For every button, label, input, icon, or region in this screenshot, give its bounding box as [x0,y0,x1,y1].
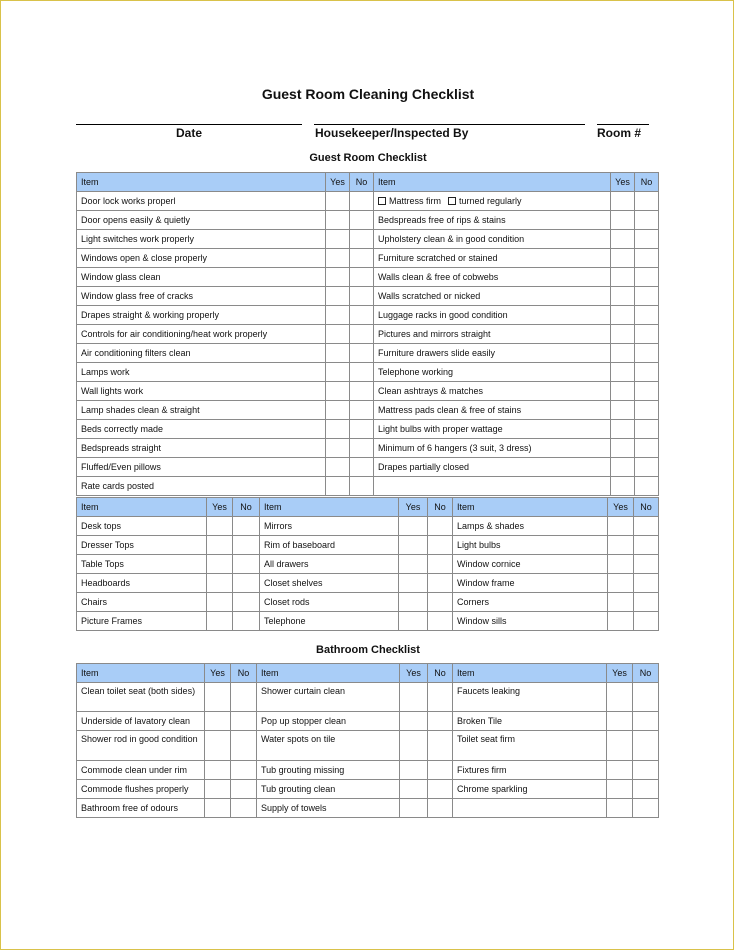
header-yes: Yes [399,498,428,517]
header-no: No [233,498,260,517]
item-label: Controls for air conditioning/heat work properly [77,325,326,344]
yes-cell[interactable] [607,683,633,712]
yes-cell[interactable] [608,593,634,612]
item-label: Furniture scratched or stained [374,249,611,268]
no-cell[interactable] [635,325,659,344]
item-label: Window cornice [453,555,608,574]
no-cell[interactable] [231,799,257,818]
no-cell[interactable] [233,536,260,555]
item-label: Picture Frames [77,612,207,631]
yes-cell[interactable] [607,799,633,818]
yes-cell[interactable] [326,268,350,287]
yes-cell[interactable] [608,517,634,536]
item-label: Tub grouting missing [257,761,400,780]
yes-cell[interactable] [607,712,633,731]
yes-cell[interactable] [611,306,635,325]
item-label: Lamp shades clean & straight [77,401,326,420]
table-row [77,574,659,593]
header-item: Item [77,498,207,517]
no-cell[interactable] [428,799,453,818]
table-row [77,268,659,287]
yes-cell[interactable] [608,536,634,555]
no-cell[interactable] [635,344,659,363]
item-label: Mirrors [260,517,399,536]
no-cell[interactable] [233,612,260,631]
no-cell[interactable] [633,780,659,799]
no-cell[interactable] [350,230,374,249]
yes-cell[interactable] [205,731,231,761]
header-item: Item [453,498,608,517]
no-cell[interactable] [350,192,374,211]
yes-cell[interactable] [611,363,635,382]
no-cell[interactable] [428,712,453,731]
yes-cell[interactable] [399,555,428,574]
table-row [77,799,659,818]
item-label: Bedspreads free of rips & stains [374,211,611,230]
no-cell[interactable] [428,517,453,536]
no-cell[interactable] [428,761,453,780]
yes-cell[interactable] [207,593,233,612]
item-label: Dresser Tops [77,536,207,555]
yes-cell[interactable] [326,420,350,439]
table-row [77,683,659,712]
no-cell[interactable] [635,401,659,420]
yes-cell[interactable] [611,344,635,363]
no-cell[interactable] [350,477,374,496]
yes-cell[interactable] [611,477,635,496]
table-header-row [77,498,659,517]
item-label: Lamps work [77,363,326,382]
room-number-label: Room # [597,126,642,140]
no-cell[interactable] [428,612,453,631]
item-label: Clean ashtrays & matches [374,382,611,401]
header-no: No [634,498,659,517]
no-cell[interactable] [428,731,453,761]
table-row [77,517,659,536]
header-yes: Yes [400,664,428,683]
item-label: Supply of towels [257,799,400,818]
yes-cell[interactable] [205,683,231,712]
no-cell[interactable] [635,458,659,477]
yes-cell[interactable] [399,593,428,612]
yes-cell[interactable] [326,230,350,249]
item-label: Window frame [453,574,608,593]
no-cell[interactable] [233,574,260,593]
no-cell[interactable] [635,192,659,211]
no-cell[interactable] [428,536,453,555]
header-no: No [231,664,257,683]
yes-cell[interactable] [399,536,428,555]
item-label: Desk tops [77,517,207,536]
item-label: Air conditioning filters clean [77,344,326,363]
item-label: Telephone working [374,363,611,382]
item-label: Pictures and mirrors straight [374,325,611,344]
item-label: Bathroom free of odours [77,799,205,818]
document-title: Guest Room Cleaning Checklist [261,86,475,102]
room-number-line[interactable] [597,124,649,125]
item-label: Faucets leaking [453,683,607,712]
no-cell[interactable] [231,780,257,799]
no-cell[interactable] [635,477,659,496]
no-cell[interactable] [635,230,659,249]
header-item: Item [77,173,326,192]
header-no: No [428,498,453,517]
item-label: All drawers [260,555,399,574]
no-cell[interactable] [350,420,374,439]
table-row [77,712,659,731]
checkbox-icon[interactable] [448,197,456,205]
bathroom-section-title: Bathroom Checklist [316,644,420,656]
table-row [77,192,659,211]
no-cell[interactable] [428,593,453,612]
yes-cell[interactable] [611,249,635,268]
mattress-checks-cell [374,192,611,211]
no-cell[interactable] [633,799,659,818]
yes-cell[interactable] [611,420,635,439]
header-yes: Yes [607,664,633,683]
yes-cell[interactable] [207,555,233,574]
yes-cell[interactable] [611,211,635,230]
no-cell[interactable] [350,344,374,363]
no-cell[interactable] [231,761,257,780]
mattress-firm-label: Mattress firm [389,196,442,206]
item-label: Table Tops [77,555,207,574]
no-cell[interactable] [233,517,260,536]
table-row [77,458,659,477]
no-cell[interactable] [231,731,257,761]
item-label: Light bulbs [453,536,608,555]
yes-cell[interactable] [608,574,634,593]
no-cell[interactable] [635,268,659,287]
item-label: Luggage racks in good condition [374,306,611,325]
item-label: Rate cards posted [77,477,326,496]
table-row [77,306,659,325]
yes-cell[interactable] [399,517,428,536]
item-label: Commode clean under rim [77,761,205,780]
table-row [77,401,659,420]
yes-cell[interactable] [326,249,350,268]
table-row [77,731,659,761]
no-cell[interactable] [634,612,659,631]
no-cell[interactable] [633,731,659,761]
no-cell[interactable] [350,363,374,382]
header-item: Item [374,173,611,192]
header-yes: Yes [326,173,350,192]
item-label: Minimum of 6 hangers (3 suit, 3 dress) [374,439,611,458]
no-cell[interactable] [634,536,659,555]
yes-cell[interactable] [399,574,428,593]
yes-cell[interactable] [611,382,635,401]
item-label: Walls clean & free of cobwebs [374,268,611,287]
header-no: No [350,173,374,192]
yes-cell[interactable] [400,683,428,712]
item-label: Fixtures firm [453,761,607,780]
table-row [77,439,659,458]
no-cell[interactable] [231,683,257,712]
item-label: Light bulbs with proper wattage [374,420,611,439]
no-cell[interactable] [350,325,374,344]
item-label: Bedspreads straight [77,439,326,458]
yes-cell[interactable] [611,287,635,306]
yes-cell[interactable] [205,761,231,780]
item-label: Closet shelves [260,574,399,593]
table-row [77,761,659,780]
table-row [77,287,659,306]
no-cell[interactable] [350,306,374,325]
no-cell[interactable] [635,306,659,325]
header-no: No [635,173,659,192]
guest-room-checklist-table [76,172,659,496]
no-cell[interactable] [350,211,374,230]
no-cell[interactable] [428,780,453,799]
yes-cell[interactable] [326,382,350,401]
item-label: Lamps & shades [453,517,608,536]
header-item: Item [77,664,205,683]
housekeeper-line[interactable] [314,124,585,125]
empty-cell [374,477,611,496]
no-cell[interactable] [350,439,374,458]
yes-cell[interactable] [207,574,233,593]
item-label: Shower rod in good condition [77,731,205,761]
no-cell[interactable] [635,249,659,268]
header-no: No [633,664,659,683]
yes-cell[interactable] [326,325,350,344]
table-row [77,363,659,382]
yes-cell[interactable] [611,268,635,287]
yes-cell[interactable] [326,344,350,363]
item-label: Water spots on tile [257,731,400,761]
item-label: Mattress pads clean & free of stains [374,401,611,420]
table-row [77,325,659,344]
header-item: Item [260,498,399,517]
table-row [77,230,659,249]
item-label: Window glass free of cracks [77,287,326,306]
no-cell[interactable] [633,683,659,712]
yes-cell[interactable] [607,731,633,761]
item-label: Corners [453,593,608,612]
yes-cell[interactable] [326,477,350,496]
yes-cell[interactable] [400,731,428,761]
item-label: Walls scratched or nicked [374,287,611,306]
table-row [77,211,659,230]
yes-cell[interactable] [611,230,635,249]
item-label: Telephone [260,612,399,631]
header-yes: Yes [611,173,635,192]
yes-cell[interactable] [399,612,428,631]
guest-room-surfaces-table [76,497,659,631]
item-label: Fluffed/Even pillows [77,458,326,477]
table-row [77,536,659,555]
no-cell[interactable] [231,712,257,731]
yes-cell[interactable] [611,439,635,458]
item-label: Window sills [453,612,608,631]
item-label: Beds correctly made [77,420,326,439]
no-cell[interactable] [428,555,453,574]
item-label: Light switches work properly [77,230,326,249]
item-label: Clean toilet seat (both sides) [77,683,205,712]
yes-cell[interactable] [207,517,233,536]
yes-cell[interactable] [608,555,634,574]
yes-cell[interactable] [207,536,233,555]
table-row [77,420,659,439]
turned-regularly-label: turned regularly [459,196,522,206]
item-label: Shower curtain clean [257,683,400,712]
yes-cell[interactable] [326,192,350,211]
table-row [77,555,659,574]
yes-cell[interactable] [400,780,428,799]
header-yes: Yes [608,498,634,517]
yes-cell[interactable] [611,401,635,420]
item-label: Wall lights work [77,382,326,401]
yes-cell[interactable] [400,799,428,818]
item-label: Rim of baseboard [260,536,399,555]
item-label: Upholstery clean & in good condition [374,230,611,249]
header-yes: Yes [205,664,231,683]
date-line[interactable] [76,124,302,125]
yes-cell[interactable] [611,458,635,477]
item-label: Commode flushes properly [77,780,205,799]
no-cell[interactable] [350,268,374,287]
item-label: Headboards [77,574,207,593]
item-label: Broken Tile [453,712,607,731]
table-row [77,249,659,268]
bathroom-checklist-table [76,663,659,818]
no-cell[interactable] [633,712,659,731]
table-row [77,344,659,363]
yes-cell[interactable] [611,325,635,344]
item-label: Underside of lavatory clean [77,712,205,731]
no-cell[interactable] [233,593,260,612]
guest-room-section-title: Guest Room Checklist [309,152,427,164]
date-label: Date [176,126,203,140]
checkbox-icon[interactable] [378,197,386,205]
yes-cell[interactable] [205,712,231,731]
no-cell[interactable] [634,517,659,536]
no-cell[interactable] [634,574,659,593]
empty-cell [453,799,607,818]
item-label: Pop up stopper clean [257,712,400,731]
item-label: Drapes straight & working properly [77,306,326,325]
no-cell[interactable] [350,249,374,268]
no-cell[interactable] [428,574,453,593]
table-row [77,612,659,631]
no-cell[interactable] [350,458,374,477]
yes-cell[interactable] [607,761,633,780]
no-cell[interactable] [350,287,374,306]
item-label: Closet rods [260,593,399,612]
item-label: Furniture drawers slide easily [374,344,611,363]
yes-cell[interactable] [205,780,231,799]
no-cell[interactable] [428,683,453,712]
header-yes: Yes [207,498,233,517]
no-cell[interactable] [634,555,659,574]
item-label: Tub grouting clean [257,780,400,799]
header-item: Item [257,664,400,683]
item-label: Window glass clean [77,268,326,287]
item-label: Door opens easily & quietly [77,211,326,230]
table-row [77,780,659,799]
no-cell[interactable] [635,439,659,458]
table-row [77,382,659,401]
yes-cell[interactable] [326,287,350,306]
yes-cell[interactable] [400,712,428,731]
no-cell[interactable] [350,382,374,401]
yes-cell[interactable] [205,799,231,818]
header-item: Item [453,664,607,683]
item-label: Drapes partially closed [374,458,611,477]
table-row [77,593,659,612]
no-cell[interactable] [634,593,659,612]
no-cell[interactable] [635,363,659,382]
housekeeper-label: Housekeeper/Inspected By [315,126,469,140]
item-label: Chrome sparkling [453,780,607,799]
yes-cell[interactable] [326,211,350,230]
yes-cell[interactable] [608,612,634,631]
yes-cell[interactable] [326,363,350,382]
item-label: Door lock works properl [77,192,326,211]
no-cell[interactable] [350,401,374,420]
item-label: Windows open & close properly [77,249,326,268]
yes-cell[interactable] [400,761,428,780]
yes-cell[interactable] [607,780,633,799]
yes-cell[interactable] [326,458,350,477]
no-cell[interactable] [633,761,659,780]
yes-cell[interactable] [611,192,635,211]
table-row [77,477,659,496]
no-cell[interactable] [233,555,260,574]
yes-cell[interactable] [326,306,350,325]
no-cell[interactable] [635,420,659,439]
table-header-row [77,173,659,192]
no-cell[interactable] [635,211,659,230]
item-label: Chairs [77,593,207,612]
yes-cell[interactable] [326,401,350,420]
item-label: Toilet seat firm [453,731,607,761]
no-cell[interactable] [635,382,659,401]
no-cell[interactable] [635,287,659,306]
yes-cell[interactable] [207,612,233,631]
table-header-row [77,664,659,683]
header-no: No [428,664,453,683]
yes-cell[interactable] [326,439,350,458]
